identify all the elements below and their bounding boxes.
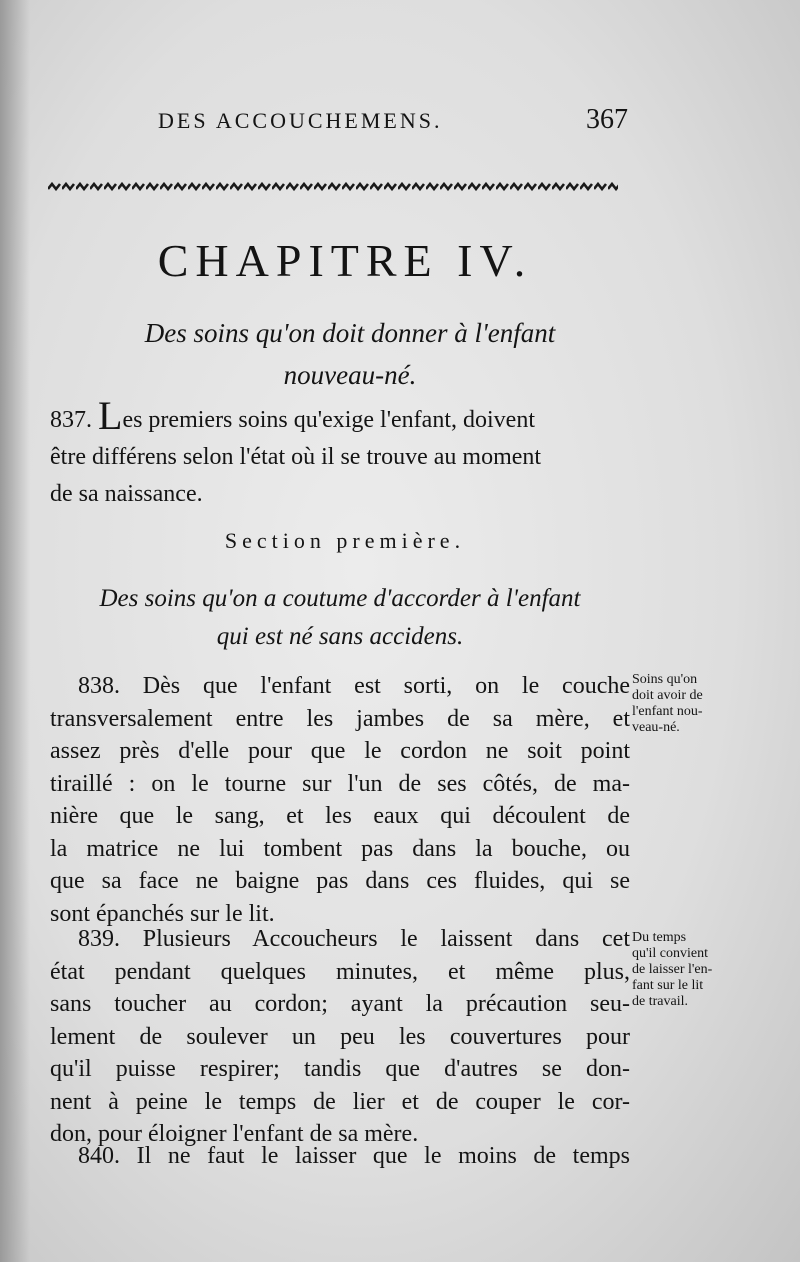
- margin-note-line: Soins qu'on: [632, 672, 698, 687]
- page-number: 367: [586, 104, 628, 135]
- drop-cap: L: [98, 393, 123, 438]
- paragraph-line: de sa naissance.: [50, 481, 203, 507]
- margin-note-line: de laisser l'en-: [632, 962, 713, 977]
- section-subtitle-line: Des soins qu'on a coutume d'accorder à l'enfant: [99, 585, 581, 612]
- section-subtitle: [50, 580, 630, 656]
- margin-note-line: doit avoir de: [632, 688, 703, 703]
- paragraph-line: 838. Dès que l'enfant est sorti, on le couche: [78, 673, 630, 699]
- decorative-rule: [48, 180, 618, 194]
- chapter-subtitle: [60, 312, 640, 396]
- paragraph-number: 837.: [50, 407, 92, 433]
- margin-note: [632, 930, 744, 1010]
- chapter-title: CHAPITRE IV.: [157, 235, 533, 286]
- paragraph-837: [50, 393, 630, 513]
- paragraph-line: 840. Il ne faut le laisser que le moins de temps: [78, 1143, 630, 1169]
- paragraph-line: nière que le sang, et les eaux qui découlent de: [50, 803, 630, 829]
- running-head-title: DES ACCOUCHEMENS.: [158, 108, 443, 133]
- paragraph-line: don, pour éloigner l'enfant de sa mère.: [50, 1121, 419, 1147]
- margin-note: [632, 672, 744, 736]
- paragraph-line: sans toucher au cordon; ayant la précaution seu-: [50, 991, 630, 1017]
- paragraph-line: tiraillé : on le tourne sur l'un de ses côtés, de ma-: [50, 770, 630, 797]
- paragraph-line: lement de soulever un peu les couvertures pour: [50, 1023, 630, 1050]
- margin-note-line: de travail.: [632, 994, 688, 1009]
- margin-note-line: veau-né.: [632, 720, 680, 735]
- paragraph-839: [50, 923, 630, 1151]
- paragraph-838: [50, 670, 630, 930]
- section-title: Section première.: [224, 528, 466, 553]
- running-head: [158, 104, 628, 142]
- paragraph-line: transversalement entre les jambes de sa mère, et: [50, 705, 630, 732]
- paragraph-line: être différens selon l'état où il se trouve au moment: [50, 444, 542, 470]
- paragraph-840: [50, 1140, 630, 1173]
- paragraph-line: qu'il puisse respirer; tandis que d'autres se don-: [50, 1056, 630, 1082]
- margin-note-line: Du temps: [632, 930, 687, 945]
- paragraph-line-text: es premiers soins qu'exige l'enfant, doivent: [122, 407, 535, 433]
- chapter-subtitle-line: nouveau-né.: [283, 360, 417, 390]
- paragraph-line: sont épanchés sur le lit.: [50, 900, 275, 927]
- page-gutter-shadow: [0, 0, 30, 1262]
- paragraph-line: état pendant quelques minutes, et même plus,: [50, 958, 630, 985]
- margin-note-line: qu'il convient: [632, 946, 709, 961]
- paragraph-line: assez près d'elle pour que le cordon ne soit point: [50, 738, 630, 764]
- section-subtitle-line: qui est né sans accidens.: [216, 623, 464, 650]
- paragraph-line: nent à peine le temps de lier et de couper le cor-: [50, 1088, 630, 1115]
- chapter-subtitle-line: Des soins qu'on doit donner à l'enfant: [144, 318, 556, 348]
- margin-note-line: l'enfant nou-: [632, 704, 703, 719]
- margin-note-line: fant sur le lit: [632, 978, 704, 993]
- paragraph-line: 839. Plusieurs Accoucheurs le laissent dans cet: [78, 926, 630, 952]
- paragraph-line: la matrice ne lui tombent pas dans la bouche, ou: [50, 835, 630, 862]
- paragraph-line: [50, 393, 630, 439]
- paragraph-line: que sa face ne baigne pas dans ces fluides, qui se: [50, 868, 630, 894]
